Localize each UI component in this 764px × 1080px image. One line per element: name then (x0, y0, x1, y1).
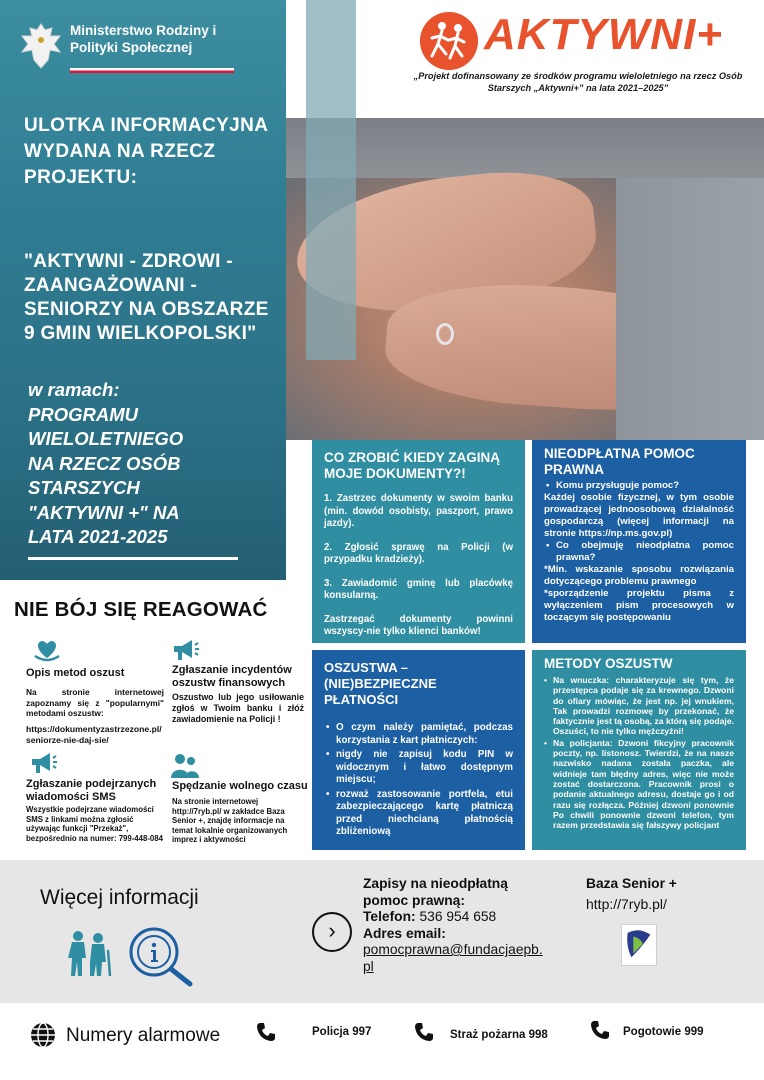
react-heading: NIE BÓJ SIĘ REAGOWAĆ (14, 598, 268, 621)
legal-aid-box (532, 440, 746, 643)
ambulance-number[interactable]: Pogotowie 999 (623, 1026, 704, 1038)
payments-item-2: • nigdy nie zapisuj kodu PIN w widocznym i łatwo dostępnym miejscu; (324, 749, 513, 787)
legal-answer-3: *sporządzenie projektu pisma z wyłączeniem pism procesowych w toczącym się postępowaniu (544, 588, 734, 623)
ministry-name: Ministerstwo Rodziny i Polityki Społecznej (70, 23, 217, 55)
docs-step-3: 3. Zawiadomić gminę lub placówkę konsularną. (324, 577, 513, 601)
contact-block (363, 876, 549, 975)
heart-hands-icon (32, 636, 62, 664)
docs-step-2: 2. Zgłosić sprawę na Policji (w przypadku kradzieży). (324, 541, 513, 565)
police-number[interactable]: Policja 997 (312, 1026, 372, 1038)
chevron-right-icon: › (312, 912, 352, 952)
incident-report-heading: Zgłaszanie incydentów oszustw finansowych (172, 664, 292, 689)
method-grandchild: • Na wnuczka: charakteryzuje się tym, że przestępca podaje się za krewnego. Dzwoni do ofiary mówiąc, że jest np. jej wnukiem, Tak prowadzi rozmowę by przekonać, że faktycznie jest tą osobą, za którą się podaje. Oszuści, to nie tylko mężczyźni! (544, 675, 734, 737)
incident-report-text: Oszustwo lub jego usiłowanie zgłoś w Twoim banku i złóż zawiadomienie na Policji ! (172, 692, 304, 724)
senior-base-link[interactable]: http://7ryb.pl/ (586, 896, 667, 912)
legal-question-2: • Co obejmuję nieodpłatna pomoc prawna? (544, 540, 734, 564)
info-magnifier-icon (124, 922, 196, 988)
phone-icon (414, 1022, 434, 1042)
photo-sleeve-right (616, 178, 764, 440)
leaflet-title: ULOTKA INFORMACYJNA WYDANA NA RZECZ PROJEKTU: (24, 115, 268, 188)
photo-sleeve-top (286, 118, 764, 178)
more-info-label: Więcej informacji (40, 886, 199, 909)
elderly-couple-icon (62, 928, 114, 978)
decorative-strip (306, 0, 356, 360)
eagle-emblem-icon (18, 20, 64, 72)
program-text: w ramach: PROGRAMU WIELOLETNIEGO NA RZECZ OSÓB STARSZYCH "AKTYWNI +" NA LATA 2021-2025 (28, 379, 184, 547)
payments-item-1: • O czym należy pamiętać, podczas korzystania z kart płatniczych: (324, 722, 513, 747)
project-name: "AKTYWNI - ZDROWI - ZAANGAŻOWANI - SENIORZY NA OBSZARZE 9 GMIN WIELKOPOLSKI" (24, 251, 269, 344)
ministry-header (0, 0, 286, 92)
scam-methods-text: Na stronie internetowej zapoznamy się z "popularnymi" metodami oszustw: (26, 687, 164, 718)
megaphone-icon (28, 749, 58, 777)
scam-methods-box (532, 650, 746, 850)
email-label: Adres email: (363, 925, 446, 941)
people-icon (170, 752, 200, 780)
logo-text: AKTYWNI+ (484, 10, 723, 59)
sms-report-heading: Zgłaszanie podejrzanych wiadomości SMS (26, 778, 157, 803)
megaphone-icon (170, 636, 200, 664)
hands-photo (286, 118, 764, 440)
scam-methods-heading: Opis metod oszust (26, 667, 125, 679)
fire-brigade-number[interactable]: Straż pożarna 998 (450, 1029, 548, 1041)
docs-step-1: 1. Zastrzec dokumenty w swoim banku (min. dowód osobisty, paszport, prawo jazdy). (324, 493, 513, 529)
email-link[interactable]: pomocprawna@fundacjaepb.pl (363, 942, 543, 974)
lost-documents-title: CO ZROBIĆ KIEDY ZAGINĄ MOJE DOKUMENTY?! (324, 450, 501, 481)
legal-aid-title: NIEODPŁATNA POMOC PRAWNA (544, 446, 695, 477)
payments-title: OSZUSTWA – (NIE)BEZPIECZNE PŁATNOŚCI (324, 660, 437, 707)
senior-base-title: Baza Senior + (586, 876, 677, 891)
phone-icon (590, 1020, 610, 1040)
docs-note: Zastrzegać dokumenty powinni wszyscy-nie tylko klienci banków! (324, 613, 513, 637)
free-time-text: Na stronie internetowej http://7ryb.pl/ w zakładce Baza Senior +, znajdę informacje na temat lokalnie organizowanych imprez i aktywności (172, 797, 288, 845)
scam-methods-title: METODY OSZUSTW (544, 656, 673, 671)
phone-icon (256, 1022, 276, 1042)
payments-box (312, 650, 525, 850)
photo-ring (436, 323, 454, 345)
runners-logo-icon (420, 12, 478, 70)
sms-report-text: Wszystkie podejrzane wiadomości SMS z linkami można zgłosić używając funkcji "Przekaż", bezpośrednio na numer: 799-448-084 (26, 805, 163, 843)
alarm-numbers-label: Numery alarmowe (66, 1025, 221, 1046)
method-policeman: • Na policjanta: Dzwoni fikcyjny pracownik poczty, np. listonosz. Twierdzi, że na nasze nazwisko nadana została paczka, ale widnieje tam błędny adres, więc nie może zostać dostarczona. Pracownik prosi o podanie aktualnego adresu, dostaje go i od razu się rozłącza. Później dzwoni ponownie Po chwili ponownie dzwoni telefon, tym razem przedstawia się fałszywy policjant (544, 738, 734, 831)
phone-number[interactable]: 536 954 658 (419, 909, 497, 924)
lost-documents-box (312, 440, 525, 643)
polish-flag-stripe (70, 68, 234, 73)
banner-underline (28, 557, 238, 560)
senior-base-logo-icon (621, 924, 657, 966)
payments-item-3: • rozważ zastosowanie portfela, etui zabezpieczającego kartę płatniczą przed niechcianą płatnością zbliżeniową (324, 789, 513, 839)
globe-icon (30, 1022, 56, 1048)
scam-methods-link[interactable]: https://dokumentyzastrzezone.pl/seniorze-nie-daj-sie/ (26, 724, 162, 745)
signup-label: Zapisy na nieodpłatną pomoc prawną: (363, 876, 508, 908)
funding-note: „Projekt dofinansowany ze środków programu wieloletniego na rzecz Osób Starszych „Aktywni+” na lata 2021–2025” (413, 71, 743, 93)
legal-answer-1: Każdej osobie fizycznej, w tym osobie prowadzącej jednoosobową działalność gospodarczą (więcej informacji na stronie https://np.ms.gov.pl) (544, 492, 734, 539)
free-time-heading: Spędzanie wolnego czasu (172, 780, 308, 792)
legal-answer-2: *Min. wskazanie sposobu rozwiązania dotyczącego problemu prawnego (544, 564, 734, 587)
legal-question-1: • Komu przysługuje pomoc? (544, 480, 734, 492)
phone-label: Telefon: (363, 909, 416, 924)
